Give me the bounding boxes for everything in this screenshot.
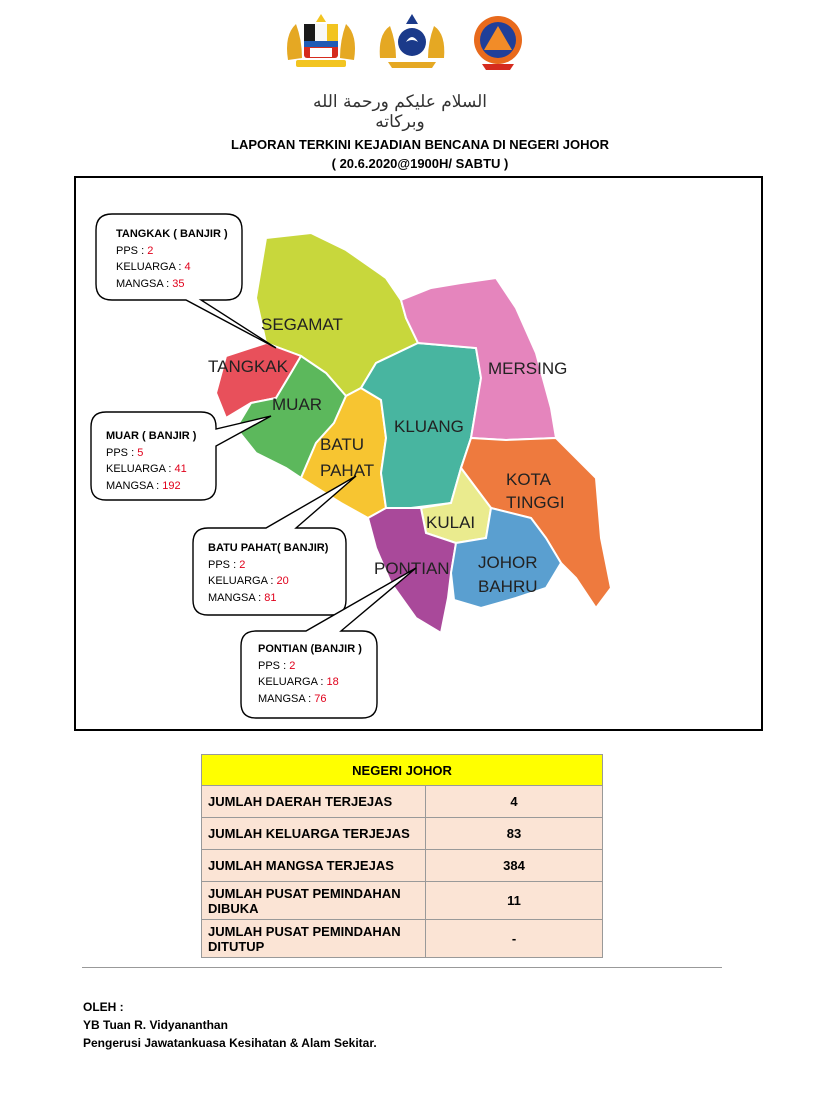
signature-block: [83, 998, 377, 1052]
label-tinggi: TINGGI: [506, 493, 565, 512]
label-mersing: MERSING: [488, 359, 568, 378]
footer-by: OLEH :: [83, 1000, 124, 1014]
row-value: 11: [426, 882, 603, 920]
row-label: JUMLAH KELUARGA TERJEJAS: [202, 818, 426, 850]
row-label: JUMLAH MANGSA TERJEJAS: [202, 850, 426, 882]
mangsa-value: 35: [172, 277, 185, 290]
callout-title: TANGKAK ( BANJIR ): [116, 228, 228, 240]
row-label: JUMLAH PUSAT PEMINDAHAN DIBUKA: [202, 882, 426, 920]
summary-header: NEGERI JOHOR: [202, 755, 603, 786]
callout-muar: MUAR ( BANJIR ) PPS : 5 KELUARGA : 41 MANGSA : 192: [106, 430, 197, 492]
label-batu: BATU: [320, 435, 365, 454]
johor-state-crest-logo: [374, 10, 450, 72]
label-kota: KOTA: [506, 470, 552, 489]
callout-pontian: PONTIAN (BANJIR ) PPS : 2 KELUARGA : 18 MANGSA : 76: [258, 643, 362, 705]
label-bahru: BAHRU: [478, 577, 538, 596]
pps-value: 2: [289, 659, 296, 672]
row-value: 384: [426, 850, 603, 882]
malaysia-coat-of-arms-logo: [280, 10, 362, 72]
pps-value: 5: [137, 446, 144, 459]
label-johor: JOHOR: [478, 553, 538, 572]
table-row: [202, 920, 603, 958]
label-kluang: KLUANG: [394, 417, 464, 436]
mangsa-value: 192: [162, 479, 181, 492]
label-pahat: PAHAT: [320, 461, 375, 480]
pps-value: 2: [147, 244, 154, 257]
row-label: JUMLAH PUSAT PEMINDAHAN DITUTUP: [202, 920, 426, 958]
table-row: [202, 882, 603, 920]
mangsa-value: 81: [264, 591, 277, 604]
keluarga-value: 4: [184, 261, 191, 273]
keluarga-value: 18: [326, 676, 339, 688]
keluarga-value: 41: [174, 463, 187, 475]
mangsa-value: 76: [314, 692, 327, 705]
row-label: JUMLAH DAERAH TERJEJAS: [202, 786, 426, 818]
islamic-greeting: السلام عليكم ورحمة الله وبركاته: [312, 92, 488, 132]
keluarga-value: 20: [276, 575, 289, 587]
callout-title: MUAR ( BANJIR ): [106, 430, 197, 442]
report-date: ( 20.6.2020@1900H/ SABTU ): [331, 156, 509, 171]
footer-position: Pengerusi Jawatankuasa Kesihatan & Alam Sekitar.: [83, 1036, 377, 1050]
label-kulai: KULAI: [426, 513, 476, 532]
label-pontian: PONTIAN: [374, 559, 450, 578]
summary-table: [201, 754, 603, 958]
table-row: [202, 850, 603, 882]
callout-title: PONTIAN (BANJIR ): [258, 643, 362, 655]
label-tangkak: TANGKAK: [208, 357, 288, 376]
table-row: [202, 818, 603, 850]
label-segamat: SEGAMAT: [261, 315, 343, 334]
civil-defence-logo: [472, 10, 524, 72]
label-muar: MUAR: [272, 395, 323, 414]
row-value: 4: [426, 786, 603, 818]
report-title: LAPORAN TERKINI KEJADIAN BENCANA DI NEGERI JOHOR: [231, 137, 609, 152]
row-value: -: [426, 920, 603, 958]
callout-title: BATU PAHAT( BANJIR): [208, 542, 329, 554]
row-value: 83: [426, 818, 603, 850]
divider: [82, 967, 722, 968]
pps-value: 2: [239, 558, 246, 571]
footer-name: YB Tuan R. Vidyananthan: [83, 1018, 228, 1032]
callout-batu-pahat: BATU PAHAT( BANJIR) PPS : 2 KELUARGA : 20 MANGSA : 81: [208, 542, 329, 604]
table-row: [202, 786, 603, 818]
callout-tangkak: TANGKAK ( BANJIR ) PPS : 2 KELUARGA : 4 MANGSA : 35: [116, 228, 228, 290]
